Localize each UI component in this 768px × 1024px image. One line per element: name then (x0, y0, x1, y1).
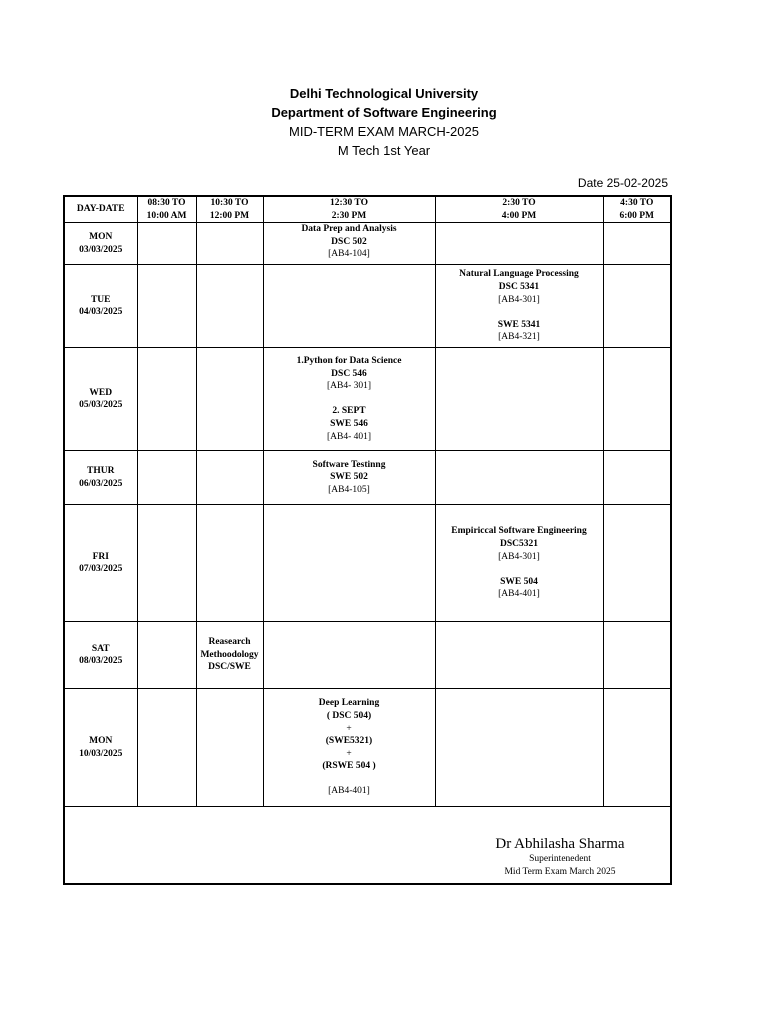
exam-cell: Deep Learning ( DSC 504) + (SWE5321) + (RSWE 504 ) [AB4-401] (263, 689, 435, 807)
day-cell: SAT 08/03/2025 (64, 622, 137, 689)
table-row (64, 505, 671, 622)
day-cell: WED 05/03/2025 (64, 348, 137, 451)
signatory-line: Mid Term Exam March 2025 (504, 866, 616, 877)
signatory-title: Superintenedent (529, 854, 591, 865)
exam-cell: Data Prep and Analysis DSC 502 [AB4-104] (263, 223, 435, 265)
table-row (64, 265, 671, 348)
issue-date: Date 25-02-2025 (577, 176, 668, 190)
day-cell: MON 03/03/2025 (64, 223, 137, 265)
exam-title: MID-TERM EXAM MARCH-2025 (289, 124, 479, 139)
header-day-date: DAY-DATE (64, 196, 137, 223)
header-slot-1: 08:30 TO 10:00 AM (137, 196, 196, 223)
document-header (0, 84, 768, 160)
header-slot-3: 12:30 TO 2:30 PM (263, 196, 435, 223)
header-slot-5: 4:30 TO 6:00 PM (603, 196, 671, 223)
signature-row (64, 807, 671, 885)
exam-cell: 1.Python for Data Science DSC 546 [AB4- 301] 2. SEPT SWE 546 [AB4- 401] (263, 348, 435, 451)
exam-cell: Empiriccal Software Engineering DSC5321 [AB4-301] SWE 504 [AB4-401] (435, 505, 603, 622)
day-cell: MON 10/03/2025 (64, 689, 137, 807)
day-cell: FRI 07/03/2025 (64, 505, 137, 622)
signatory-name: Dr Abhilasha Sharma (495, 836, 625, 853)
exam-cell: Software Testinng SWE 502 [AB4-105] (263, 451, 435, 505)
table-row (64, 348, 671, 451)
table-row (64, 451, 671, 505)
exam-cell: Reasearch Methoodology DSC/SWE (196, 622, 263, 689)
day-cell: THUR 06/03/2025 (64, 451, 137, 505)
table-row (64, 689, 671, 807)
program-name: M Tech 1st Year (337, 143, 431, 158)
department-name: Department of Software Engineering (271, 105, 497, 120)
table-row (64, 622, 671, 689)
exam-schedule-table (63, 195, 672, 885)
day-cell: TUE 04/03/2025 (64, 265, 137, 348)
university-name: Delhi Technological University (289, 86, 479, 101)
header-slot-4: 2:30 TO 4:00 PM (435, 196, 603, 223)
table-header-row (64, 196, 671, 223)
signature-block (420, 835, 700, 878)
table-row (64, 223, 671, 265)
exam-cell: Natural Language Processing DSC 5341 [AB4-301] SWE 5341 [AB4-321] (435, 265, 603, 348)
header-slot-2: 10:30 TO 12:00 PM (196, 196, 263, 223)
